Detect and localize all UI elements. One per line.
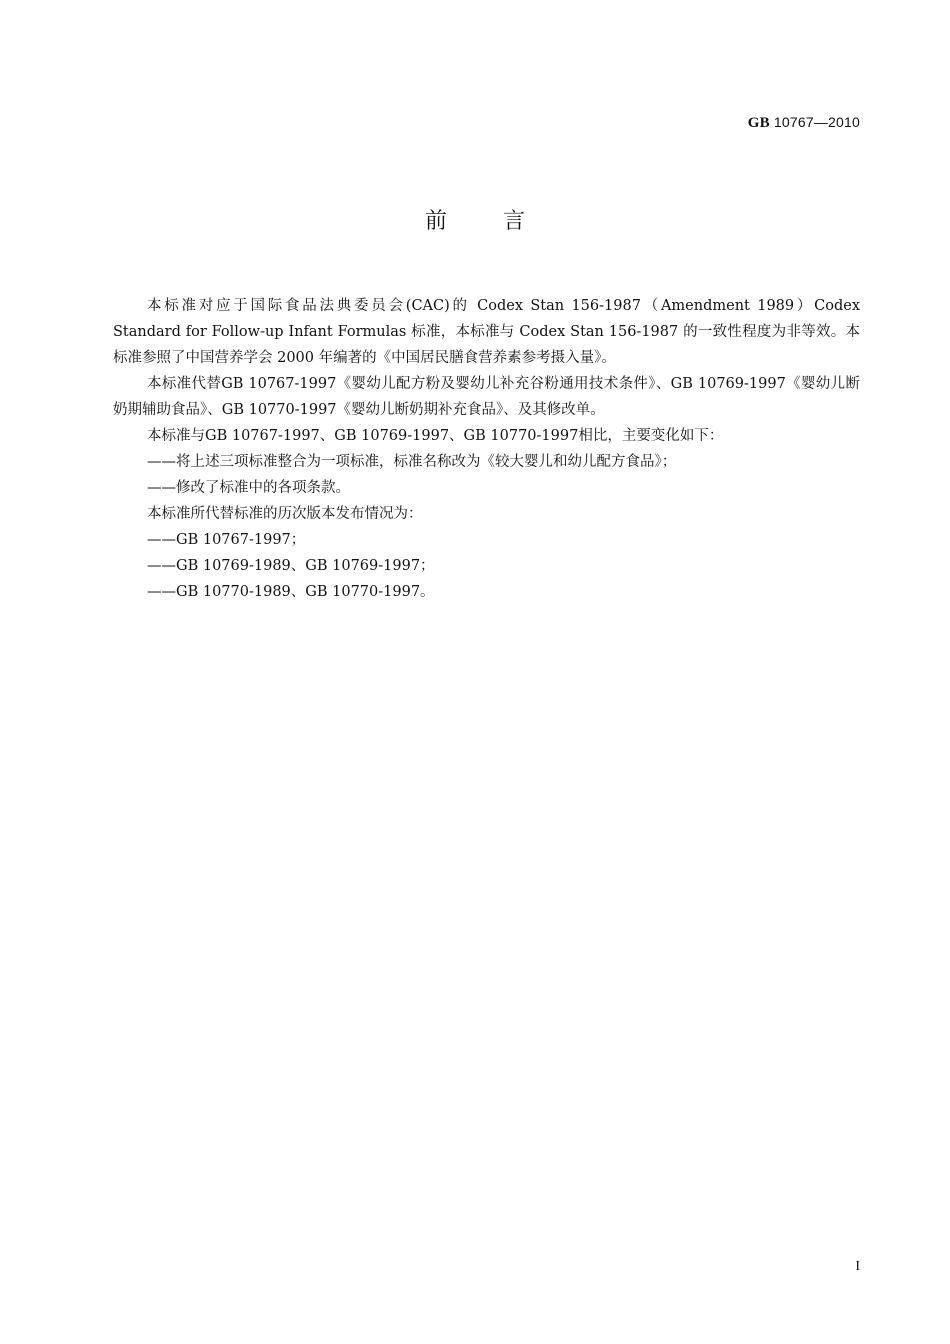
paragraph-history-intro: 本标准所代替标准的历次版本发布情况为： <box>147 506 423 522</box>
page-number: I <box>855 1259 860 1274</box>
list-item-history-10770: ——GB 10770-1989、GB 10770-1997。 <box>147 584 435 600</box>
paragraph-correspondence: 本标准对应于国际食品法典委员会(CAC)的 Codex Stan 156-1987（Amendment 1989）Codex Standard for Follow-up Infant Formulas 标准，本标准与 Codex Stan 156-1987 的一致性程度为非等效。本标准参照了中国营养学会 2000 年编著的《中国居民膳食营养素参考摄入量》。 <box>113 298 860 366</box>
paragraph-changes-intro: 本标准与GB 10767-1997、GB 10769-1997、GB 10770-1997相比，主要变化如下： <box>147 428 724 444</box>
list-item-history-10767: ——GB 10767-1997； <box>147 532 306 548</box>
list-item-history-10769: ——GB 10769-1989、GB 10769-1997； <box>147 558 435 574</box>
standard-code-prefix: GB <box>747 115 770 131</box>
paragraph-replaces: 本标准代替GB 10767-1997《婴幼儿配方粉及婴幼儿补充谷粉通用技术条件》、GB 10769-1997《婴幼儿断奶期辅助食品》、GB 10770-1997《婴幼儿断奶期补充食品》、及其修改单。 <box>113 376 860 418</box>
page-title: 前言 <box>424 209 581 234</box>
list-item-change-clauses: ——修改了标准中的各项条款。 <box>147 480 350 496</box>
standard-code <box>748 114 860 132</box>
foreword-body <box>113 293 860 605</box>
standard-code-number: 10767—2010 <box>773 114 860 130</box>
list-item-change-merge: ——将上述三项标准整合为一项标准，标准名称改为《较大婴儿和幼儿配方食品》； <box>147 454 677 470</box>
